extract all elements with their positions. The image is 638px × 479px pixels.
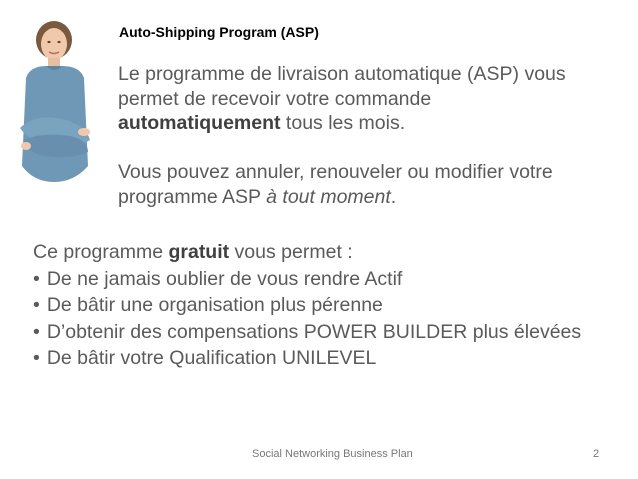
intro-paragraph-delivery — [118, 62, 588, 136]
intro-italic-term: à tout moment — [266, 185, 391, 208]
intro-text-part: tous les mois. — [280, 112, 406, 135]
slide-title: Auto-Shipping Program (ASP) — [119, 24, 319, 40]
intro-text-part: . — [390, 185, 397, 208]
benefits-lead-bold: gratuit — [168, 241, 230, 263]
benefit-item: • De bâtir votre Qualification UNILEVEL — [33, 345, 638, 372]
benefit-item: • D’obtenir des compensations POWER BUILDER plus élevées — [33, 319, 638, 346]
benefits-lead-part: vous permet : — [229, 241, 353, 263]
intro-text — [118, 62, 588, 210]
benefits-list — [33, 266, 638, 372]
benefits-section — [33, 239, 638, 372]
benefits-lead — [33, 239, 638, 266]
benefits-lead-part: Ce programme — [33, 241, 169, 263]
page-number: 2 — [593, 448, 600, 460]
benefit-item: • De ne jamais oublier de vous rendre Actif — [33, 266, 638, 293]
footer-text: Social Networking Business Plan — [252, 448, 413, 460]
intro-bold-term: automatiquement — [118, 112, 281, 135]
benefit-item: • De bâtir une organisation plus pérenne — [33, 292, 638, 319]
woman-photo — [14, 16, 96, 186]
intro-text-part: Vous pouvez annuler, renouveler ou modifier votre programme ASP — [118, 161, 553, 208]
intro-text-part: Le programme de livraison automatique (ASP) vous permet de recevoir votre commande — [118, 63, 566, 110]
intro-paragraph-cancel — [118, 160, 588, 209]
